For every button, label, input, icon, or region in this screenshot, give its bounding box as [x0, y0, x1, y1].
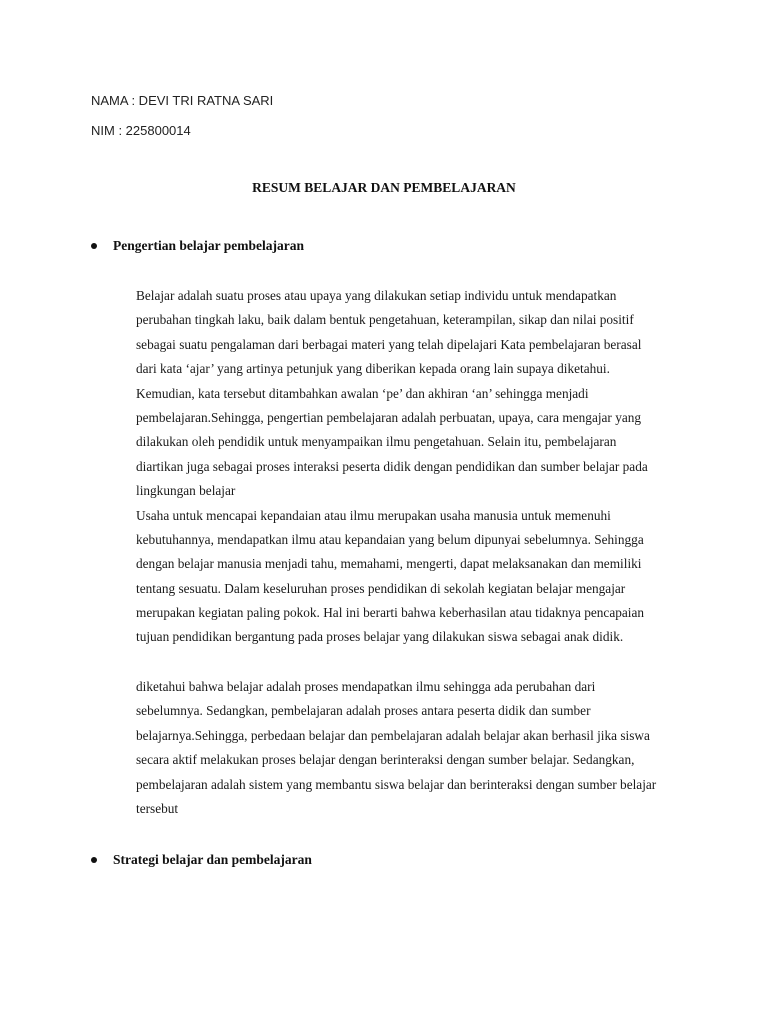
student-name: NAMA : DEVI TRI RATNA SARI	[91, 93, 274, 108]
paragraph-perbedaan	[136, 675, 656, 821]
paragraph-line: Usaha untuk mencapai kepandaian atau ilmu merupakan usaha manusia untuk memenuhi	[136, 507, 611, 523]
section-heading-label: Strategi belajar dan pembelajaran	[113, 852, 312, 867]
paragraph-line: Belajar adalah suatu proses atau upaya yang dilakukan setiap individu untuk mendapatkan	[136, 288, 617, 303]
paragraph-line: merupakan kegiatan paling pokok. Hal ini berarti bahwa keberhasilan atau tidaknya pencapaian	[136, 605, 645, 621]
paragraph-line: tentang sesuatu. Dalam keseluruhan proses pendidikan di sekolah kegiatan belajar mengajar	[136, 580, 626, 596]
paragraph-line: belajarnya.Sehingga, perbedaan belajar dan pembelajaran adalah belajar akan berhasil jika siswa	[136, 727, 650, 743]
section-heading-pengertian	[91, 238, 304, 254]
paragraph-line: lingkungan belajar	[136, 483, 236, 499]
bullet-icon	[91, 857, 97, 863]
paragraph-line: dengan belajar manusia menjadi tahu, memahami, mengerti, dapat melaksanakan dan memiliki	[136, 556, 642, 572]
paragraph-line: Kemudian, kata tersebut ditambahkan awalan ‘pe’ dan akhiran ‘an’ sehingga menjadi	[136, 385, 589, 401]
paragraph-line: tersebut	[136, 800, 179, 816]
document-title: RESUM BELAJAR DAN PEMBELAJARAN	[252, 180, 516, 195]
paragraph-line: dari kata ‘ajar’ yang artinya petunjuk yang diberikan kepada orang lain supaya diketahui.	[136, 361, 610, 377]
paragraph-line: pembelajaran.Sehingga, pengertian pembelajaran adalah perbuatan, upaya, cara mengajar yang	[136, 409, 642, 425]
section-heading-label: Pengertian belajar pembelajaran	[113, 238, 304, 253]
bullet-icon	[91, 243, 97, 249]
paragraph-line: secara aktif melakukan proses belajar dengan berinteraksi dengan sumber belajar. Sedangkan,	[136, 752, 635, 768]
paragraph-line: sebagai suatu pengalaman dari berbagai materi yang telah dipelajari Kata pembelajaran berasal	[136, 336, 642, 352]
paragraph-line: diartikan juga sebagai proses interaksi peserta didik dengan pendidikan dan sumber belajar pada	[136, 458, 648, 474]
student-nim: NIM : 225800014	[91, 123, 191, 138]
paragraph-line: sebelumnya. Sedangkan, pembelajaran adalah proses antara peserta didik dan sumber	[136, 703, 591, 719]
paragraph-line: diketahui bahwa belajar adalah proses mendapatkan ilmu sehingga ada perubahan dari	[136, 679, 596, 694]
paragraph-line: tujuan pendidikan bergantung pada proses belajar yang dilakukan siswa sebagai anak didik.	[136, 629, 624, 645]
paragraph-line: dilakukan oleh pendidik untuk menyampaikan ilmu pengetahuan. Selain itu, pembelajaran	[136, 434, 617, 450]
section-heading-strategi	[91, 852, 312, 868]
paragraph-pengertian	[136, 284, 648, 650]
paragraph-line: perubahan tingkah laku, baik dalam bentuk pengetahuan, keterampilan, sikap dan nilai positif	[136, 312, 634, 328]
paragraph-line: pembelajaran adalah sistem yang membantu siswa belajar dan berinteraksi dengan sumber belajar	[136, 776, 657, 792]
paragraph-line: kebutuhannya, mendapatkan ilmu atau kepandaian yang belum dipunyai sebelumnya. Sehingga	[136, 531, 644, 547]
